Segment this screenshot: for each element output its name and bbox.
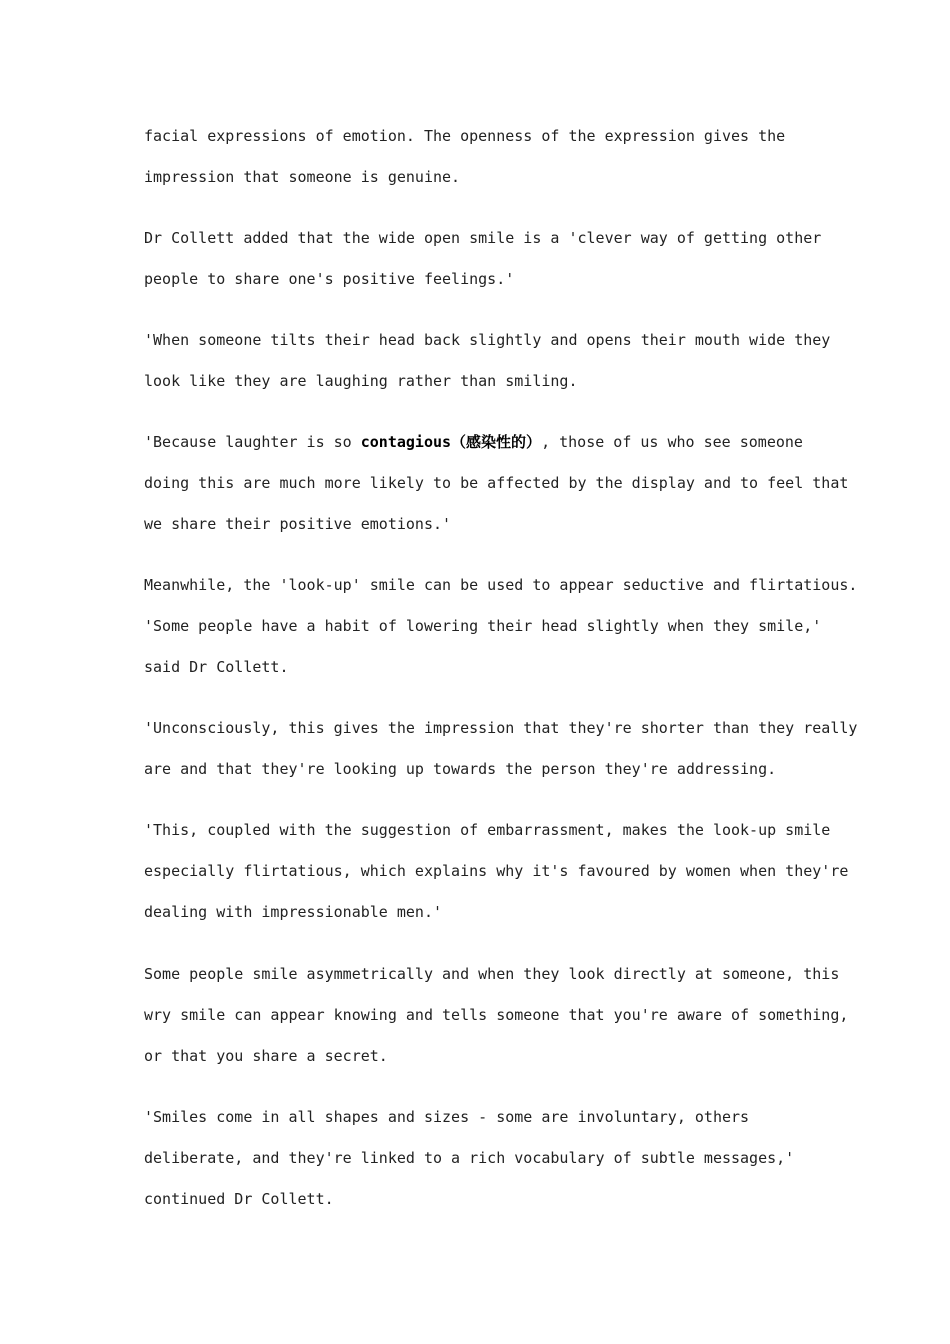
paragraph-7 [144,810,849,933]
vocabulary-term: contagious（感染性的） [360,433,542,451]
paragraph-5 [144,565,858,688]
text-line: wry smile can appear knowing and tells someone that you're aware of something, [144,1006,849,1024]
text-segment: 'Because laughter is so [144,433,361,451]
text-line: we share their positive emotions.' [144,515,452,533]
paragraph-4 [144,422,849,545]
text-line: people to share one's positive feelings.' [144,270,515,288]
text-line: look like they are laughing rather than smiling. [144,372,578,390]
text-line: continued Dr Collett. [144,1190,334,1208]
text-line: deliberate, and they're linked to a rich vocabulary of subtle messages,' [144,1149,795,1167]
text-line: especially flirtatious, which explains why it's favoured by women when they're [144,862,849,880]
paragraph-9 [144,1097,824,1220]
text-line: dealing with impressionable men.' [144,903,443,921]
text-line: are and that they're looking up towards the person they're addressing. [144,760,777,778]
text-line: Meanwhile, the 'look-up' smile can be used to appear seductive and flirtatious. [144,576,858,594]
text-line: or that you share a secret. [144,1047,388,1065]
text-line: 'This, coupled with the suggestion of embarrassment, makes the look-up smile [144,821,831,839]
paragraph-3 [144,320,831,402]
paragraph-1 [144,116,824,198]
paragraph-8 [144,954,849,1077]
text-line: 'When someone tilts their head back slightly and opens their mouth wide they [144,331,831,349]
text-line: doing this are much more likely to be affected by the display and to feel that [144,474,849,492]
text-line: 'Unconsciously, this gives the impression that they're shorter than they really [144,719,858,737]
text-line: 'Smiles come in all shapes and sizes - some are involuntary, others [144,1108,750,1126]
text-line: 'Some people have a habit of lowering their head slightly when they smile,' [144,617,822,635]
text-line: Dr Collett added that the wide open smile is a 'clever way of getting other [144,229,822,247]
text-line: said Dr Collett. [144,658,289,676]
text-line: facial expressions of emotion. The openness of the expression gives the [144,127,786,145]
text-line [144,422,824,463]
paragraph-6 [144,708,858,790]
text-line: Some people smile asymmetrically and when they look directly at someone, this [144,965,840,983]
text-segment: , those of us who see someone [541,433,803,451]
text-line: impression that someone is genuine. [144,168,461,186]
paragraph-2 [144,218,824,300]
